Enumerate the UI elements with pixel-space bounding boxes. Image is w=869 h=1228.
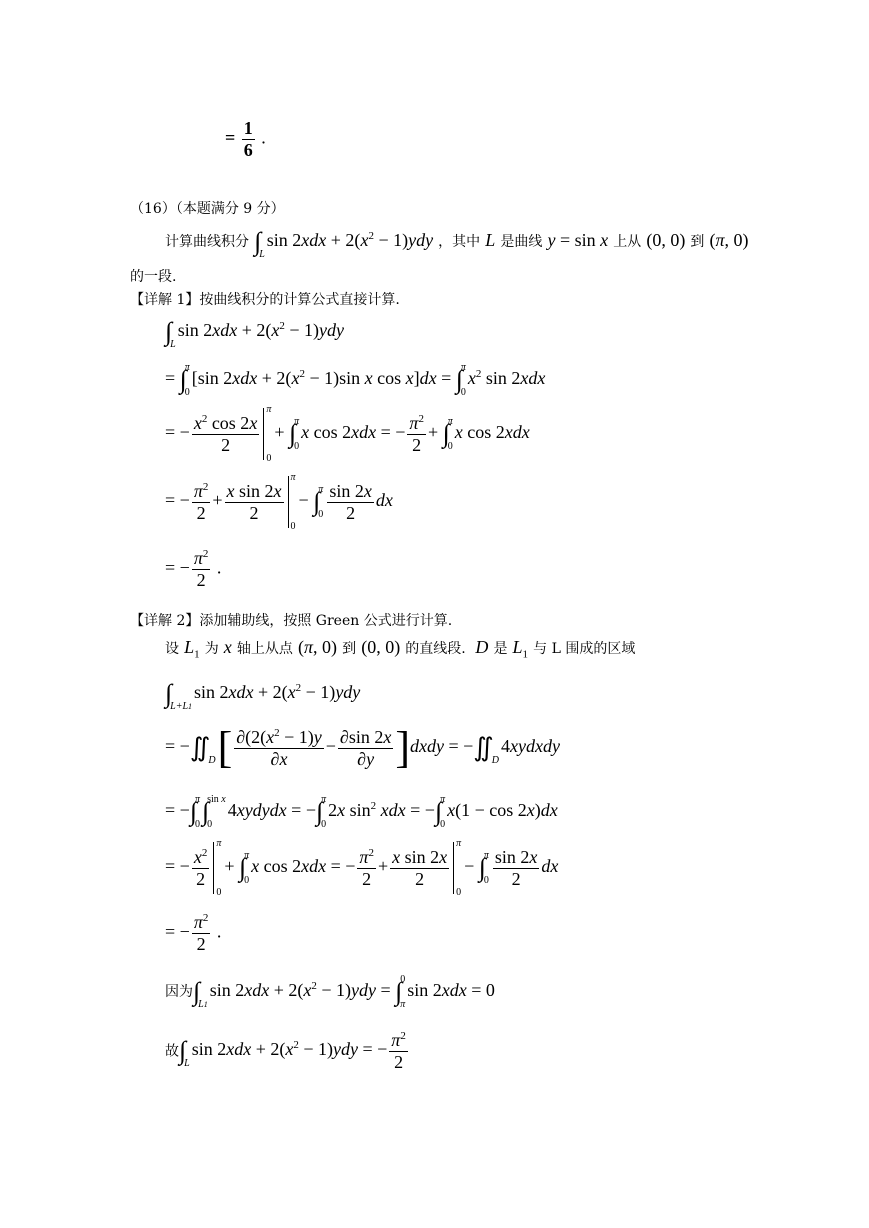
- sol1-line-1: ∫ L $\sin 2xdx + 2(x^2 - 1)ydy$: [165, 317, 344, 350]
- solution-1-heading: 【详解 1】按曲线积分的计算公式直接计算.: [130, 292, 400, 308]
- sol1-result: = − $\frac{\pi^2}{2}$ .: [165, 548, 222, 590]
- result-one-sixth: = $\frac{1}{6}$ .: [225, 118, 266, 160]
- sol1-line-4: = − $\frac{\pi^2}{2}$ + $\frac{\text{x sin 2x}}{2}$ π 0 − ∫ π 0 $\frac{\sin 2x}{2}$ dx: [165, 472, 393, 532]
- sol2-result: = − $\frac{\pi^2}{2}$ .: [165, 912, 222, 954]
- sol2-line-1: ∫ L+L1 $\sin 2xdx + 2(x^2 - 1)ydy$: [165, 679, 361, 712]
- sol2-line-2: = −∬ D [ $\frac{\partial(2(x^2 - 1)y}{\partial x}$ − $\frac{\partial\sin 2x}{\partial y}$ ]dxdy = −∬ D 4xydxdy: [165, 723, 560, 772]
- sol2-line-3: = −∫ π 0 ∫ sin x 0 4xydydx = −∫ π 0 2x $\sin^2$ xdx = −∫ π 0 x(1 − cos 2x)dx: [165, 794, 558, 830]
- sol2-because-line: 因为∫ L1 $\sin 2xdx + 2(x^2 - 1)ydy$ = ∫ 0 π sin 2xdx = 0: [165, 974, 495, 1010]
- sol2-therefore-line: 故∫ L $\sin 2xdx + 2(x^2 - 1)ydy$ = − $\frac{\pi^2}{2}$: [165, 1030, 406, 1072]
- question-16-header: （16）（本题满分 9 分）: [130, 201, 285, 217]
- question-16-statement: 计算曲线积分 ∫ L $\sin 2xdx + 2(x^2 - 1)ydy$ ，其中 L 是曲线 y = sin x 上从 (0, 0) 到 (π, 0): [165, 227, 749, 260]
- sol2-line-4: = − $\frac{x^2}{2}$ π 0 + ∫ π 0 x cos 2xdx = − $\frac{\pi^2}{2}$ + $\frac{\text{x sin 2x}}{2}$ π 0 − ∫ π 0 $\frac{\sin 2x}{2}$ dx: [165, 838, 559, 898]
- sol1-line-3: = − $\frac{x^2 \cos 2x}{2}$ π 0 + ∫ π 0 x cos 2xdx = − $\frac{\pi^2}{2}$ + ∫ π 0 x cos 2xdx: [165, 404, 530, 464]
- sol2-setup: 设 $L_1$ 为 x 轴上从点 (π, 0) 到 (0, 0) 的直线段. D 是 $L_1$ 与 L 围成的区域: [165, 637, 636, 661]
- solution-2-heading: 【详解 2】添加辅助线，按照 Green 公式进行计算.: [130, 613, 453, 629]
- question-16-statement-end: 的一段.: [130, 269, 177, 285]
- sol1-line-2: = ∫ π 0 [sin $2xdx + 2(x^2 - 1)\sin$ x cos x]dx = ∫ π 0 $x^2$ sin 2xdx: [165, 362, 546, 398]
